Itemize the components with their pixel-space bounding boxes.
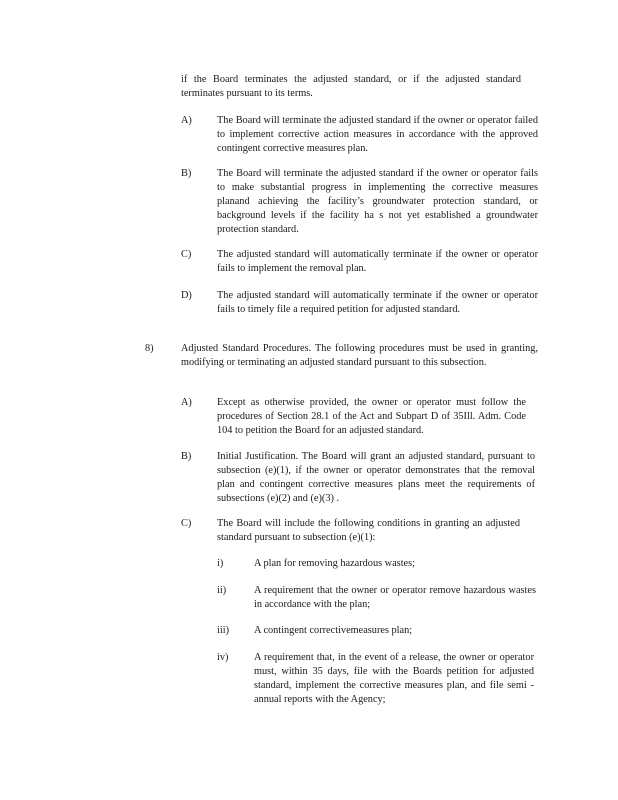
list-item-text: The Board will terminate the adjusted standard if the owner or operator failed to implement corrective action measures in accordance with the approved contingent corrective measures plan. [217, 115, 538, 154]
list-label: B) [181, 451, 192, 462]
list-label: A) [181, 397, 192, 408]
list-label: A) [181, 115, 192, 126]
sublist-item-text: A requirement that, in the event of a release, the owner or operator must, within 35 days, file with the Boards petition for adjusted standard, implement the corrective measures plan, and file semi -annual reports with the Agency; [254, 652, 534, 705]
list-item-text: Initial Justification. The Board will grant an adjusted standard, pursuant to subsection (e)(1), if the owner or operator demonstrates that the removal plan and contingent corrective measures plans meet the requirements of subsections (e)(2) and (e)(3) . [217, 451, 535, 504]
sublist-item-text: A plan for removing hazardous wastes; [254, 558, 415, 569]
list-item-text: The adjusted standard will automatically terminate if the owner or operator fails to implement the removal plan. [217, 249, 538, 274]
list-item-text: The adjusted standard will automatically terminate if the owner or operator fails to timely file a required petition for adjusted standard. [217, 290, 538, 315]
sublist-label: i) [217, 558, 224, 569]
sublist-item-text: A requirement that the owner or operator remove hazardous wastes in accordance with the plan; [254, 585, 536, 610]
list-item-text: The Board will terminate the adjusted standard if the owner or operator fails to make substantial progress in implementing the corrective measures planand achieving the facility’s groundwater protection standard, or background levels if the facility ha s not yet established a groundwater protection standard. [217, 168, 538, 235]
sublist-label: iv) [217, 652, 229, 663]
list-item-text: Except as otherwise provided, the owner or operator must follow the procedures of Section 28.1 of the Act and Subpart D of 35Ill. Adm. Code 104 to petition the Board for an adjusted standard. [217, 397, 526, 436]
list-label: D) [181, 290, 192, 301]
list-label: C) [181, 249, 192, 260]
list-label: B) [181, 168, 192, 179]
sublist-label: ii) [217, 585, 227, 596]
intro-paragraph: if the Board terminates the adjusted standard, or if the adjusted standard terminates pursuant to its terms. [181, 74, 521, 99]
section-label: 8) [145, 343, 154, 354]
sublist-item-text: A contingent correctivemeasures plan; [254, 625, 413, 636]
list-item-text: The Board will include the following conditions in granting an adjusted standard pursuant to subsection (e)(1): [217, 518, 520, 543]
section-text: Adjusted Standard Procedures. The following procedures must be used in granting, modifying or terminating an adjusted standard pursuant to this subsection. [181, 343, 538, 368]
list-label: C) [181, 518, 192, 529]
sublist-label: iii) [217, 625, 230, 636]
